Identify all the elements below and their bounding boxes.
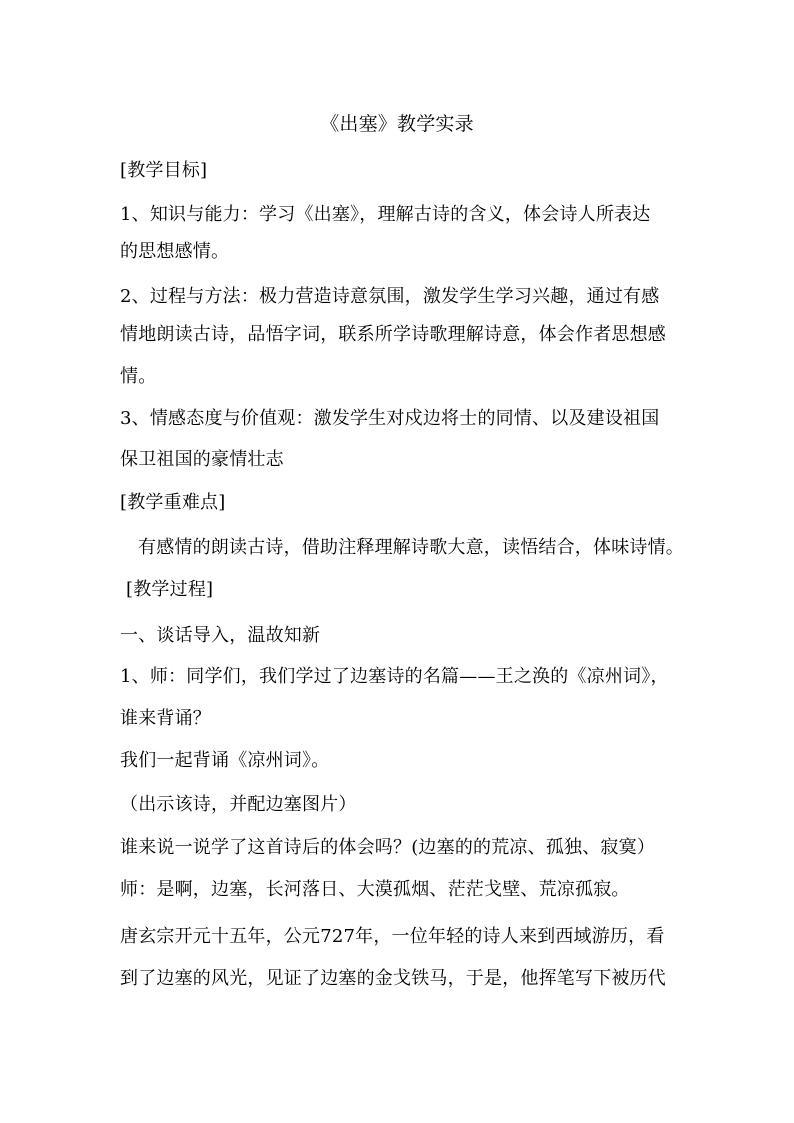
paragraph-line: 1、知识与能力：学习《出塞》，理解古诗的含义，体会诗人所表达	[120, 204, 651, 225]
document-title: 《出塞》教学实录	[320, 113, 474, 135]
paragraph-line: 2、过程与方法：极力营造诗意氛围，激发学生学习兴趣，通过有感	[120, 286, 660, 307]
paragraph-line: 唐玄宗开元十五年，公元727年，一位年轻的诗人来到西域游历，看	[120, 926, 665, 947]
subsection-heading: 一、谈话导入，温故知新	[120, 625, 321, 646]
paragraph-line: 谁来背诵？	[120, 708, 211, 729]
section-heading-objectives: [教学目标]	[120, 160, 208, 181]
paragraph-line: 情地朗读古诗，品悟字词，联系所学诗歌理解诗意，体会作者思想感	[120, 324, 666, 345]
paragraph-line: 的思想感情。	[120, 241, 230, 262]
paragraph-line: 3、情感态度与价值观：激发学生对戍边将士的同情、以及建设祖国	[120, 408, 660, 429]
paragraph-line: 我们一起背诵《凉州词》。	[120, 750, 330, 771]
paragraph-line: 1、师：同学们，我们学过了边塞诗的名篇——王之涣的《凉州词》，	[120, 666, 669, 687]
paragraph-line: 谁来说一说学了这首诗后的体会吗？(边塞的的荒凉、孤独、寂寞）	[120, 837, 656, 858]
paragraph-line: 保卫祖国的豪情壮志	[120, 449, 284, 470]
section-heading-process: [教学过程]	[126, 579, 214, 600]
paragraph-line: 到了边塞的风光，见证了边塞的金戈铁马，于是，他挥笔写下被历代	[120, 968, 666, 989]
section-heading-key-points: [教学重难点]	[120, 492, 226, 513]
paragraph-line: 情。	[120, 366, 157, 387]
paragraph-line: 师：是啊，边塞，长河落日、大漠孤烟、茫茫戈壁、荒凉孤寂。	[120, 879, 630, 900]
paragraph-line: （出示该诗，并配边塞图片）	[120, 794, 357, 815]
paragraph-line: 有感情的朗读古诗，借助注释理解诗歌大意，读悟结合，体味诗情。	[138, 537, 684, 558]
